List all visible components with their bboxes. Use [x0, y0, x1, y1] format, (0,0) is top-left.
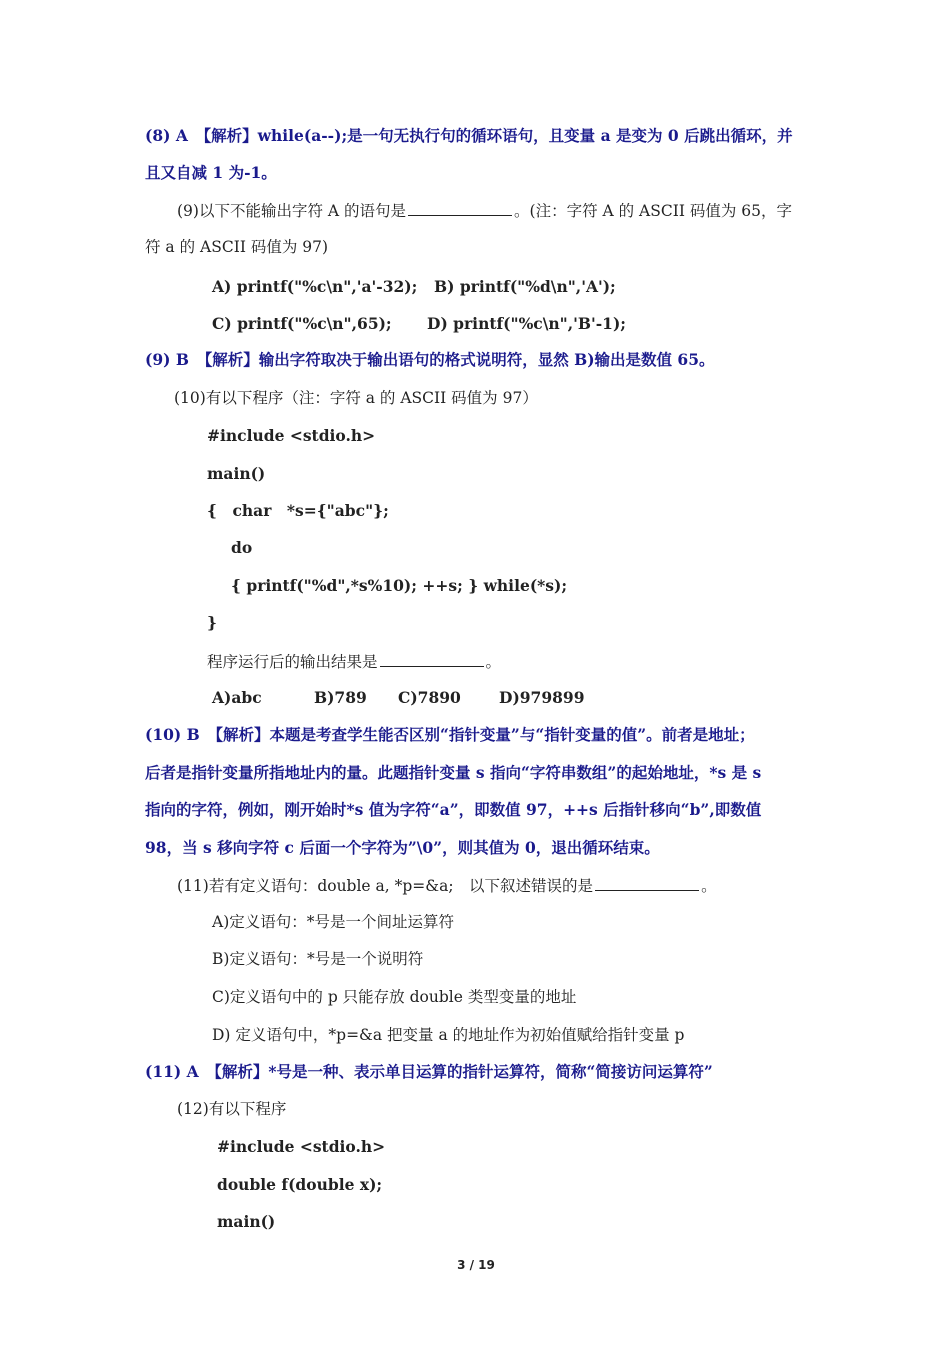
question-12-intro: (12)有以下程序 [177, 1100, 287, 1118]
answer-blank [408, 200, 512, 216]
question-11-end: 。 [701, 877, 717, 895]
question-9-line-1 [177, 200, 792, 221]
question-11-option-a: A)定义语句：*号是一个间址运算符 [212, 913, 454, 931]
question-9-prompt: (9)以下不能输出字符 A 的语句是 [177, 202, 407, 220]
question-9-option-c: C) printf("%c\n",65); [212, 314, 392, 333]
answer-10-line-2: 后者是指针变量所指地址内的量。此题指针变量 s 指向“字符串数组”的起始地址，*s 是 s [145, 763, 762, 782]
question-10-option-c: C)7890 [398, 688, 461, 707]
code-line: do [231, 538, 253, 557]
question-11-option-d: D) 定义语句中，*p=&a 把变量 a 的地址作为初始值赋给指针变量 p [212, 1026, 685, 1044]
code-line: { printf("%d",*s%10); ++s; } while(*s); [231, 576, 568, 595]
question-10-option-d: D)979899 [499, 688, 585, 707]
code-line: main() [207, 464, 266, 483]
code-line: double f(double x); [217, 1175, 383, 1194]
question-9-note: 。(注：字符 A 的 ASCII 码值为 65，字 [514, 202, 793, 220]
question-10-intro: (10)有以下程序（注：字符 a 的 ASCII 码值为 97） [174, 389, 538, 407]
question-11-option-b: B)定义语句：*号是一个说明符 [212, 950, 424, 968]
question-10-result-prompt: 程序运行后的输出结果是 [207, 653, 378, 671]
answer-8-line-1: (8) A 【解析】while(a--);是一句无执行句的循环语句，且变量 a 是变为 0 后跳出循环，并 [145, 126, 793, 145]
code-line: } [207, 613, 217, 632]
answer-8-line-2: 且又自减 1 为-1。 [145, 163, 277, 182]
question-11-option-c: C)定义语句中的 p 只能存放 double 类型变量的地址 [212, 988, 577, 1006]
page-number: 3 / 19 [457, 1258, 495, 1272]
question-10-option-a: A)abc [212, 688, 262, 707]
question-9-line-2: 符 a 的 ASCII 码值为 97) [145, 238, 329, 256]
code-line: { char *s={"abc"}; [207, 501, 389, 520]
code-line: #include <stdio.h> [217, 1137, 386, 1156]
answer-blank [380, 651, 484, 667]
question-11-intro [177, 875, 717, 896]
question-10-result [207, 651, 501, 672]
answer-9: (9) B 【解析】输出字符取决于输出语句的格式说明符，显然 B)输出是数值 65。 [145, 350, 715, 369]
question-10-result-end: 。 [485, 653, 502, 671]
code-line: main() [217, 1212, 276, 1231]
answer-11: (11) A 【解析】*号是一种、表示单目运算的指针运算符，简称“简接访问运算符” [145, 1062, 713, 1081]
answer-10-line-1: (10) B 【解析】本题是考查学生能否区别“指针变量”与“指针变量的值”。前者是地址； [145, 725, 755, 744]
question-9-option-a: A) printf("%c\n",'a'-32); [212, 277, 418, 296]
answer-blank [595, 875, 699, 891]
answer-10-line-3: 指向的字符，例如，刚开始时*s 值为字符“a”，即数值 97，++s 后指针移向“b”,即数值 [145, 800, 762, 819]
question-11-prompt: (11)若有定义语句：double a, *p=&a; 以下叙述错误的是 [177, 877, 594, 895]
question-10-option-b: B)789 [314, 688, 367, 707]
question-9-option-b: B) printf("%d\n",'A'); [434, 277, 616, 296]
code-line: #include <stdio.h> [207, 426, 376, 445]
question-9-option-d: D) printf("%c\n",'B'-1); [427, 314, 627, 333]
answer-10-line-4: 98，当 s 移向字符 c 后面一个字符为”\0”，则其值为 0，退出循环结束。 [145, 838, 660, 857]
